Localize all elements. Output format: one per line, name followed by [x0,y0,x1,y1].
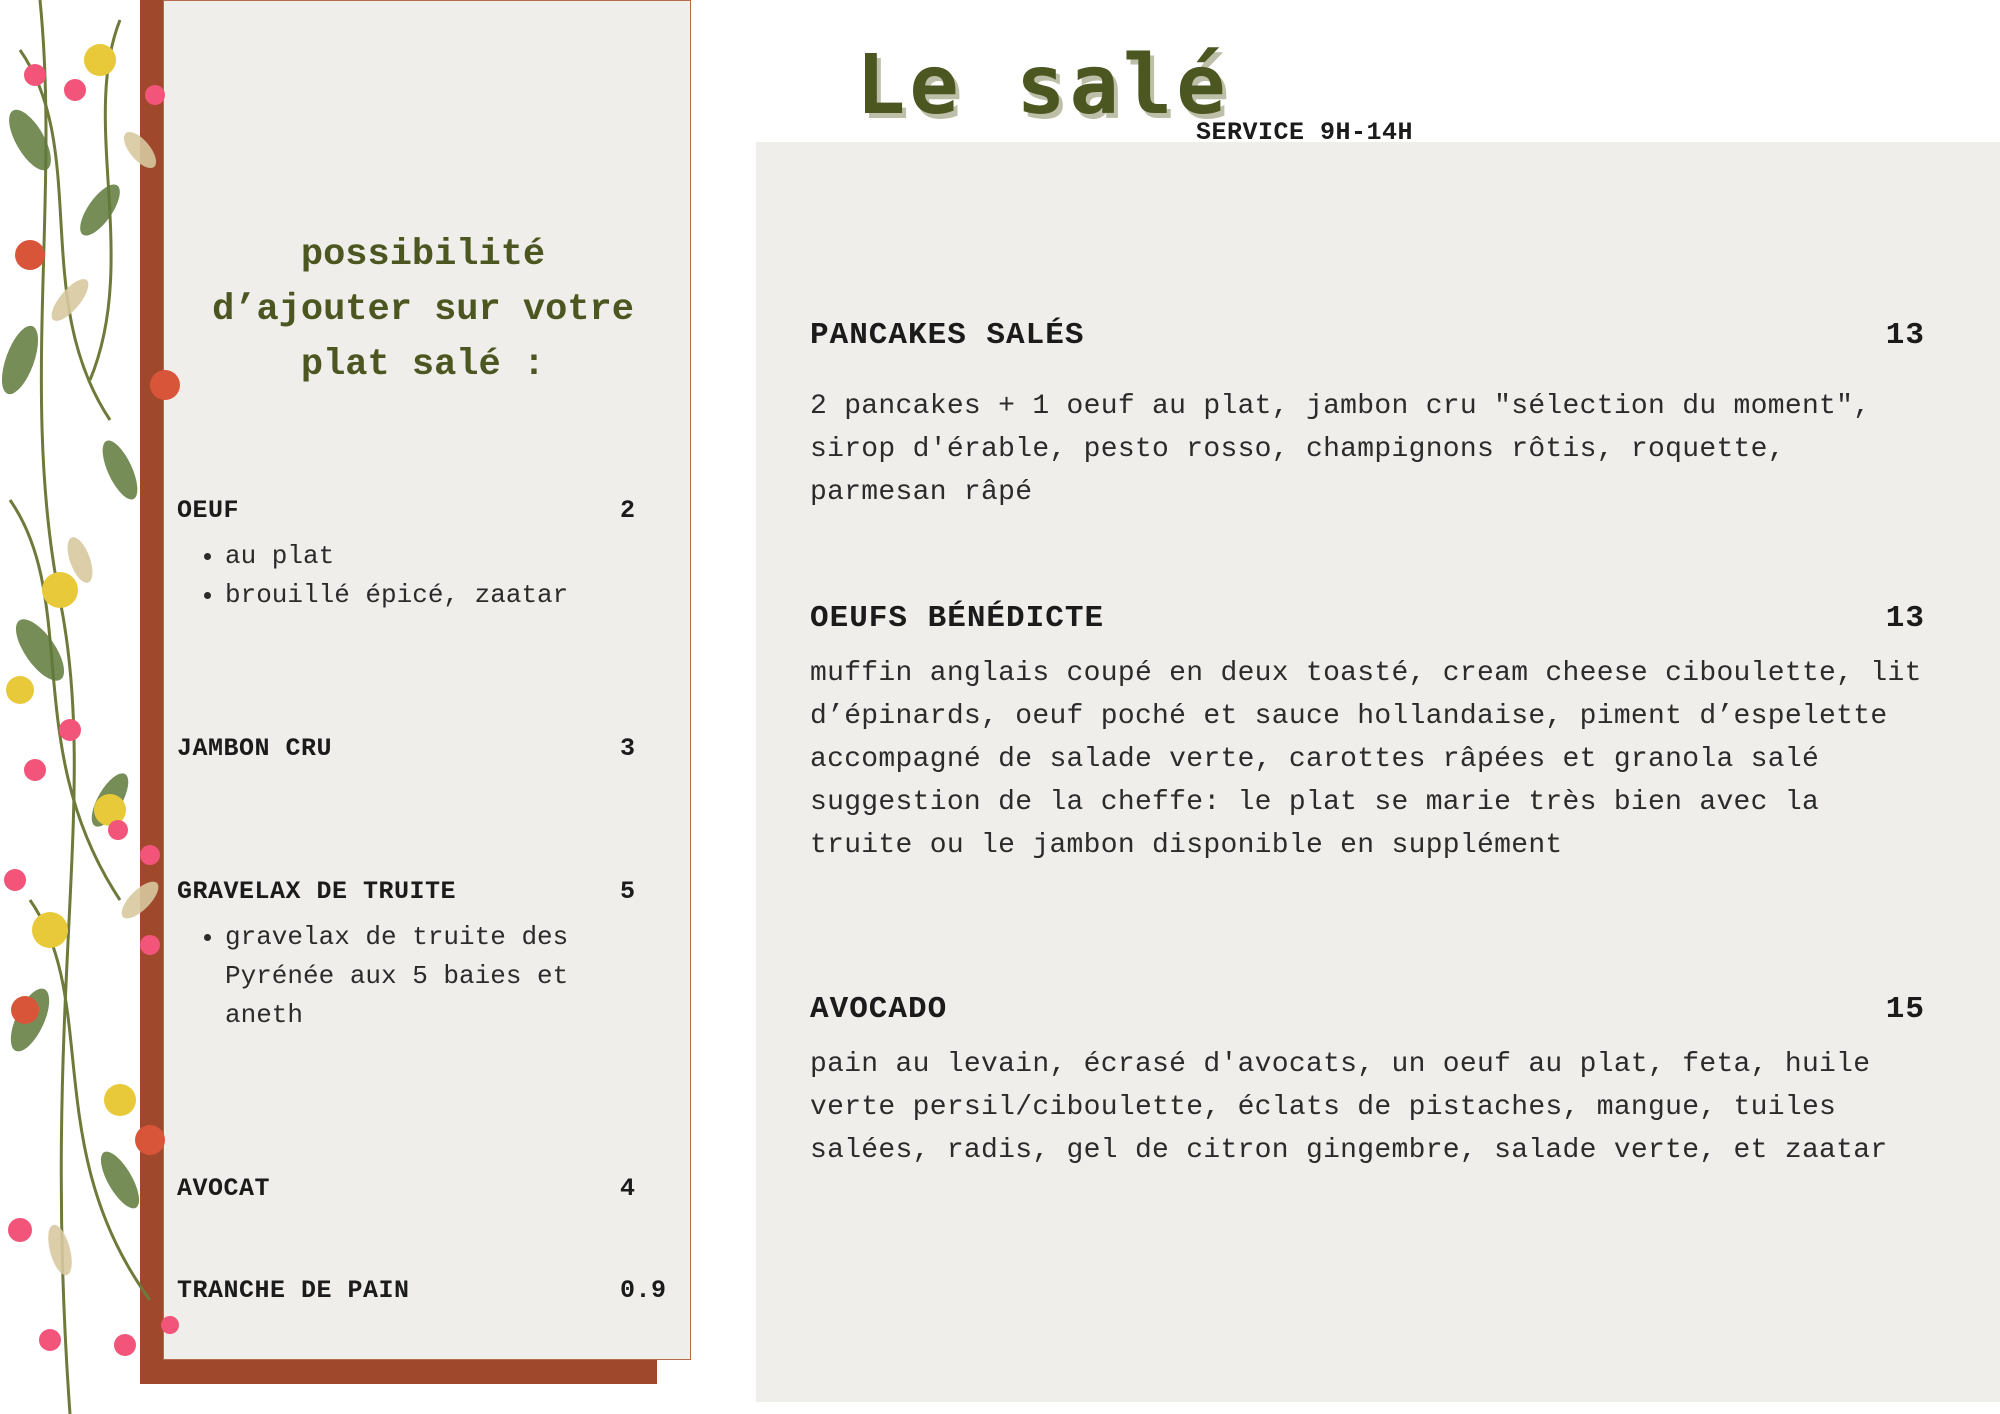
extra-price: 3 [620,734,636,763]
dish-description: muffin anglais coupé en deux toasté, cream cheese ciboulette, lit d’épinards, oeuf poché et sauce hollandaise, piment d’espelette accompagné de salade verte, carottes râpées et granola salé [810,658,1922,775]
dish-oeufs-benedicte [810,601,1925,867]
extra-detail: • brouillé épicé, zaatar [225,576,672,615]
extra-name: JAMBON CRU [177,734,333,763]
dish-suggestion: suggestion de la cheffe: le plat se marie très bien avec la truite ou le jambon disponible en supplément [810,787,1820,861]
extra-price: 2 [620,496,636,525]
sidebar-heading: possibilité d’ajouter sur votre plat salé : [212,234,634,386]
extra-price: 5 [620,877,636,906]
dish-name: PANCAKES SALÉS [810,318,1085,353]
dish-price: 15 [1885,992,1925,1027]
service-hours: SERVICE 9H-14H [1196,118,1414,147]
extra-item-avocat [177,1174,672,1203]
rust-accent-band [140,0,164,1384]
extra-detail: • au plat [225,537,672,576]
extra-item-gravelax [177,877,672,1035]
dish-description: 2 pancakes + 1 oeuf au plat, jambon cru "sélection du moment", sirop d'érable, pesto rosso, champignons rôtis, roquette, parmesan râpé [810,391,1871,508]
dish-pancakes-sales [810,318,1925,514]
extra-name: TRANCHE DE PAIN [177,1276,410,1305]
dish-price: 13 [1885,318,1925,353]
dish-name: OEUFS BÉNÉDICTE [810,601,1105,636]
extra-item-jambon-cru [177,734,672,763]
extra-name: OEUF [177,496,240,525]
dish-avocado [810,992,1925,1172]
extra-item-tranche-de-pain [177,1276,672,1305]
sidebar-panel [163,0,691,1360]
extra-details [177,918,625,1035]
extra-details [177,537,672,615]
extra-name: AVOCAT [177,1174,271,1203]
page-title: Le salé [856,38,1230,133]
dish-description: pain au levain, écrasé d'avocats, un oeuf au plat, feta, huile verte persil/ciboulette, éclats de pistaches, mangue, tuiles salées, radis, gel de citron gingembre, salade verte, et zaatar [810,1049,1888,1166]
extra-detail: • gravelax de truite des Pyrénée aux 5 baies et aneth [225,918,625,1035]
dish-price: 13 [1885,601,1925,636]
extra-price: 0.9 [620,1276,667,1305]
extra-name: GRAVELAX DE TRUITE [177,877,457,906]
dish-name: AVOCADO [810,992,948,1027]
extra-item-oeuf [177,496,672,615]
extra-price: 4 [620,1174,636,1203]
